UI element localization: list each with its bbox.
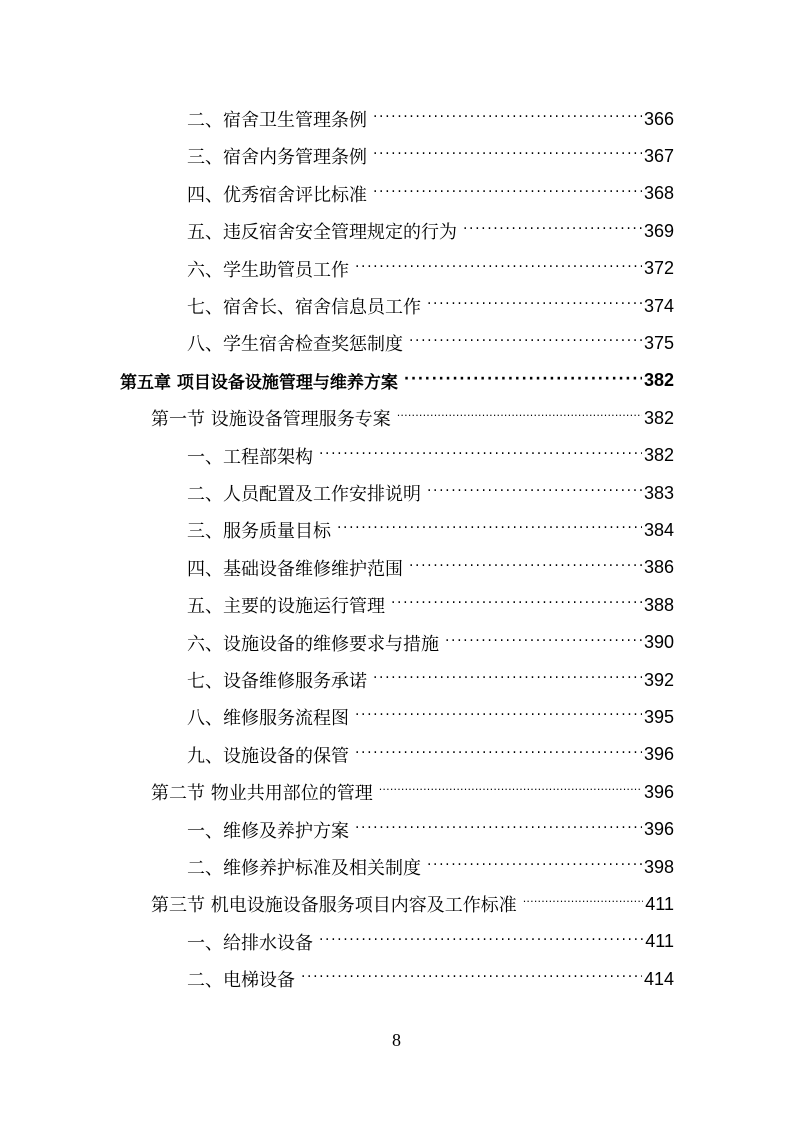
- toc-entry-title: 八、学生宿舍检查奖惩制度: [187, 334, 403, 356]
- toc-entry-item: [187, 553, 674, 583]
- toc-entry-item: [187, 702, 674, 732]
- toc-entry-page: 383: [643, 482, 674, 503]
- dot-leader: [379, 777, 642, 807]
- toc-entry-title: 四、基础设备维修维护范围: [187, 558, 403, 580]
- toc-entry-item: [187, 628, 674, 658]
- toc-entry-item: [187, 478, 674, 508]
- toc-entry-item: [187, 964, 674, 994]
- dot-leader: [463, 216, 642, 246]
- toc-entry-title: 二、宿舍卫生管理条例: [187, 110, 367, 131]
- dot-leader: [355, 702, 642, 732]
- dot-leader: [355, 815, 642, 845]
- toc-entry-title: 五、违反宿舍安全管理规定的行为: [187, 222, 457, 244]
- toc-entry-title: 三、宿舍内务管理条例: [187, 147, 367, 169]
- dot-leader: [445, 628, 642, 658]
- toc-entry-item: [187, 179, 674, 209]
- toc-entry-section: [151, 403, 674, 433]
- toc-entry-title: 五、主要的设施运行管理: [187, 596, 385, 618]
- toc-entry-title: 一、工程部架构: [187, 446, 313, 468]
- toc-entry-title: 七、设备维修服务承诺: [187, 671, 367, 692]
- dot-leader: [373, 179, 642, 209]
- toc-entry-title: 四、优秀宿舍评比标准: [187, 184, 367, 206]
- dot-leader: [319, 927, 643, 957]
- toc-entry-title: 三、服务质量目标: [187, 521, 331, 543]
- toc-entry-page: 411: [645, 931, 674, 952]
- toc-entry-item: [187, 104, 674, 134]
- toc-entry-page: 374: [643, 295, 674, 316]
- toc-entry-page: 390: [643, 632, 674, 653]
- toc-entry-title: 一、给排水设备: [187, 932, 313, 954]
- toc-entry-page: 368: [643, 183, 674, 204]
- toc-entry-page: 382: [643, 445, 674, 466]
- toc-entry-page: 366: [643, 108, 674, 129]
- page-number: 8: [392, 1030, 401, 1050]
- toc-entry-item: [187, 141, 674, 171]
- dot-leader: [409, 328, 642, 358]
- dot-leader: [427, 852, 642, 882]
- toc-entry-title: 第五章 项目设备设施管理与维养方案: [120, 373, 398, 394]
- toc-entry-page: 369: [643, 220, 674, 241]
- dot-leader: [391, 590, 642, 620]
- toc-entry-item: [187, 291, 674, 321]
- toc-entry-title: 一、维修及养护方案: [187, 820, 349, 842]
- toc-entry-title: 二、维修养护标准及相关制度: [187, 858, 421, 879]
- dot-leader: [427, 291, 642, 321]
- toc-entry-page: 396: [643, 781, 674, 802]
- dot-leader: [301, 964, 642, 994]
- toc-entry-title: 第三节 机电设施设备服务项目内容及工作标准: [151, 895, 517, 917]
- dot-leader: [523, 889, 644, 919]
- toc-entry-page: 388: [643, 594, 674, 615]
- toc-entry-title: 八、维修服务流程图: [187, 708, 349, 730]
- toc-entry-title: 第一节 设施设备管理服务专案: [151, 409, 391, 431]
- dot-leader: [337, 515, 642, 545]
- toc-entry-page: 386: [643, 557, 674, 578]
- dot-leader: [409, 553, 642, 583]
- toc-entry-chapter: [120, 366, 674, 396]
- toc-entry-title: 六、学生助管员工作: [187, 259, 349, 281]
- toc-entry-page: 367: [643, 145, 674, 166]
- toc-entry-title: 二、人员配置及工作安排说明: [187, 484, 421, 505]
- toc-entry-page: 392: [643, 669, 674, 690]
- toc-entry-page: 384: [643, 519, 674, 540]
- dot-leader: [404, 366, 642, 396]
- toc-entry-item: [187, 515, 674, 545]
- toc-entry-page: 411: [645, 893, 674, 914]
- dot-leader: [355, 740, 642, 770]
- toc-entry-item: [187, 815, 674, 845]
- dot-leader: [355, 254, 642, 284]
- dot-leader: [319, 441, 642, 471]
- dot-leader: [373, 104, 642, 134]
- toc-entry-title: 二、电梯设备: [187, 970, 295, 992]
- toc-entry-page: 396: [643, 744, 674, 765]
- toc-entry-title: 第二节 物业共用部位的管理: [151, 783, 373, 805]
- toc-entry-page: 396: [643, 819, 674, 840]
- toc-entry-item: [187, 665, 674, 695]
- toc-entry-page: 372: [643, 258, 674, 279]
- toc-entry-page: 382: [643, 407, 674, 428]
- toc-entry-item: [187, 441, 674, 471]
- dot-leader: [427, 478, 642, 508]
- toc-entry-page: 375: [643, 332, 674, 353]
- toc-entry-page: 398: [643, 856, 674, 877]
- toc-entry-item: [187, 740, 674, 770]
- toc-entry-item: [187, 216, 674, 246]
- dot-leader: [373, 141, 642, 171]
- toc-entry-section: [151, 889, 674, 919]
- dot-leader: [373, 665, 642, 695]
- toc-entry-page: 414: [643, 968, 674, 989]
- toc-entry-title: 七、宿舍长、宿舍信息员工作: [187, 297, 421, 318]
- toc-entry-item: [187, 254, 674, 284]
- dot-leader: [397, 403, 642, 433]
- toc-entry-item: [187, 328, 674, 358]
- toc-entry-title: 九、设施设备的保管: [187, 745, 349, 767]
- toc-entry-item: [187, 590, 674, 620]
- toc-entry-item: [187, 852, 674, 882]
- toc-entry-page: 382: [643, 370, 674, 391]
- toc-entry-page: 395: [643, 706, 674, 727]
- toc-entry-title: 六、设施设备的维修要求与措施: [187, 633, 439, 655]
- toc-entry-item: [187, 927, 674, 957]
- toc-entry-section: [151, 777, 674, 807]
